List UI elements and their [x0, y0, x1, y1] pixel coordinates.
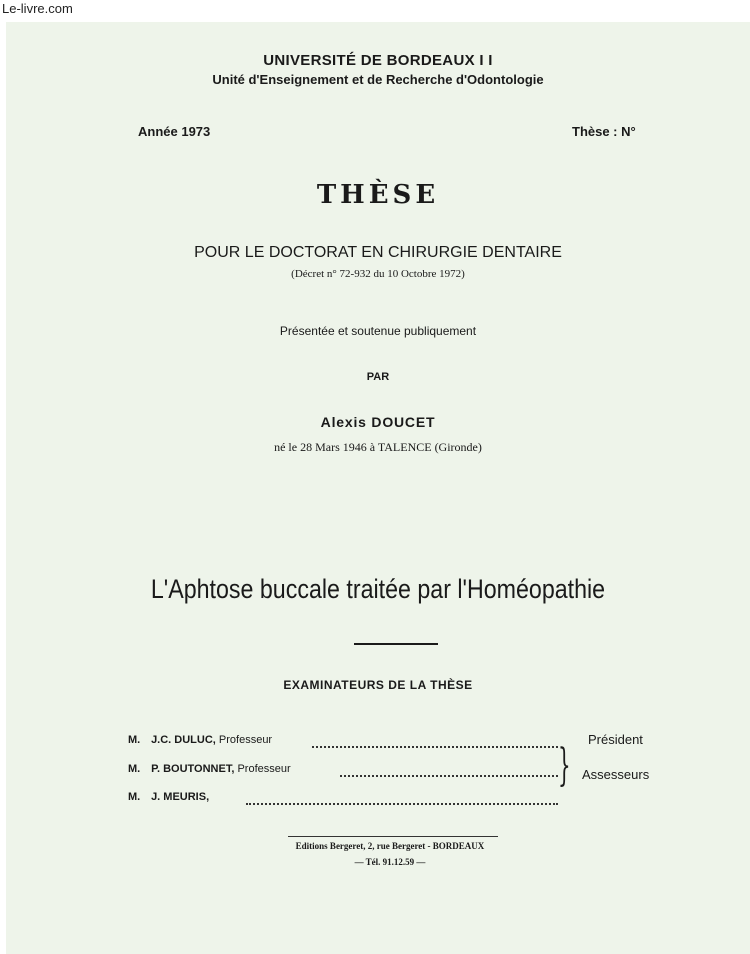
- assessors-brace: }: [558, 740, 571, 791]
- document-title: THÈSE: [316, 180, 440, 210]
- examiner-name: J.C. DULUC,: [151, 734, 216, 746]
- examiner-name: P. BOUTONNET,: [151, 763, 235, 775]
- president-label: Président: [588, 732, 643, 747]
- divider-rule: [354, 643, 438, 645]
- thesis-cover-page: [6, 22, 750, 954]
- examiner-row: [128, 791, 209, 803]
- publisher-address: Editions Bergeret, 2, rue Bergeret - BORDEAUX: [295, 841, 485, 851]
- presented-line: Présentée et soutenue publiquement: [279, 324, 477, 338]
- dot-leader: [340, 775, 558, 777]
- examiner-role: Professeur: [218, 734, 273, 746]
- thesis-number-label: Thèse : N°: [572, 124, 636, 139]
- university-name: UNIVERSITÉ DE BORDEAUX I I: [263, 52, 493, 69]
- author-name: Alexis DOUCET: [320, 414, 436, 430]
- thesis-subject: L'Aphtose buccale traitée par l'Homéopathie: [150, 574, 606, 604]
- unit-name: Unité d'Enseignement et de Recherche d'Odontologie: [212, 72, 544, 87]
- birth-line: né le 28 Mars 1946 à TALENCE (Gironde): [274, 440, 482, 454]
- examiner-row: [128, 763, 291, 775]
- examiner-role: Professeur: [237, 763, 291, 775]
- examiner-row: [128, 734, 272, 746]
- examiner-title: M.: [128, 791, 141, 803]
- dot-leader: [312, 746, 558, 748]
- dot-leader: [246, 803, 558, 805]
- par-label: PAR: [366, 371, 390, 383]
- degree-line: POUR LE DOCTORAT EN CHIRURGIE DENTAIRE: [194, 244, 562, 261]
- examiner-title: M.: [128, 763, 141, 775]
- year-label: Année 1973: [138, 124, 211, 139]
- watermark-text: Le-livre.com: [2, 1, 73, 16]
- examiner-title: M.: [128, 734, 141, 746]
- assessors-label: Assesseurs: [582, 767, 650, 782]
- publisher-rule: [288, 836, 498, 837]
- examiners-heading: EXAMINATEURS DE LA THÈSE: [283, 678, 473, 692]
- publisher-phone: — Tél. 91.12.59 —: [354, 857, 426, 867]
- decree-line: (Décret n° 72-932 du 10 Octobre 1972): [291, 268, 465, 280]
- examiner-name: J. MEURIS,: [151, 791, 210, 803]
